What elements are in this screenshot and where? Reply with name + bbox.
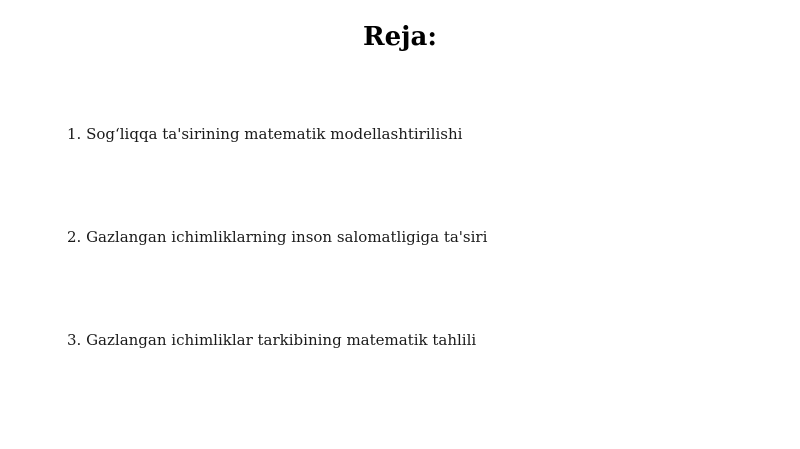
plan-item-3: 3. Gazlangan ichimliklar tarkibining matematik tahlili <box>67 331 477 349</box>
plan-item-1: 1. Sog‘liqqa ta'sirining matematik modellashtirilishi <box>67 125 463 143</box>
plan-item-2: 2. Gazlangan ichimliklarning inson salomatligiga ta'siri <box>67 228 488 246</box>
slide-title: Reja: <box>362 22 437 52</box>
